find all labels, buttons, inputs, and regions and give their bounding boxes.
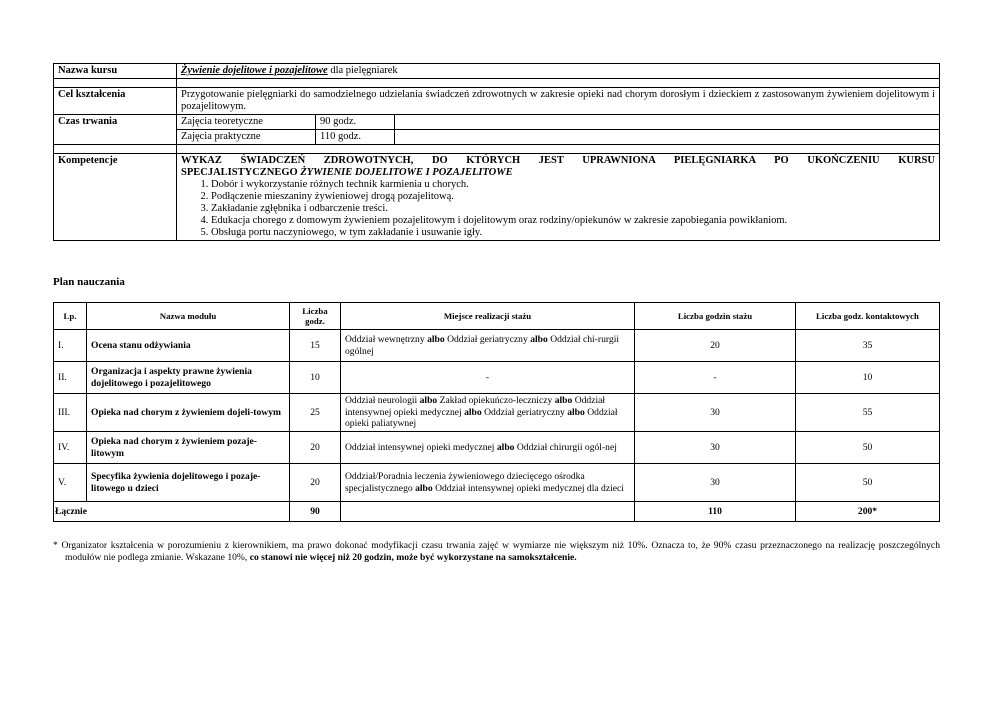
header-lp: Lp.	[54, 303, 87, 330]
total-internship: 110	[635, 502, 796, 522]
competence-item: 2. Podłączenie mieszaniny żywieniowej drogą pozajelitową.	[211, 191, 935, 203]
plan-hours: 15	[290, 330, 341, 362]
competence-list	[181, 179, 935, 239]
competence-row	[54, 154, 940, 241]
course-name-value	[177, 64, 940, 79]
course-duration-label: Czas trwania	[54, 115, 177, 145]
plan-module: Opieka nad chorym z żywieniem pozaje-litowym	[87, 432, 290, 464]
plan-hours: 20	[290, 464, 341, 502]
plan-place: -	[341, 362, 635, 394]
plan-contact-hours: 35	[796, 330, 940, 362]
header-place: Miejsce realizacji stażu	[341, 303, 635, 330]
course-name-label: Nazwa kursu	[54, 64, 177, 79]
course-goal-text: Przygotowanie pielęgniarki do samodzielnego udzielania świadczeń zdrowotnych w zakresie opieki nad chorym dorosłym i dzieckiem z zastosowanym żywieniem dojelitowym i pozajelitowym.	[177, 88, 940, 115]
plan-lp: V.	[54, 464, 87, 502]
plan-table	[53, 302, 940, 522]
course-name-suffix: dla pielęgniarek	[327, 65, 398, 76]
total-contact: 200*	[796, 502, 940, 522]
spacer-row	[54, 79, 940, 88]
plan-hours: 25	[290, 394, 341, 432]
plan-contact-hours: 10	[796, 362, 940, 394]
plan-place: Oddział/Poradnia leczenia żywieniowego dziecięcego ośrodka specjalistycznego albo Oddział intensywnej opieki medycznej dla dzieci	[341, 464, 635, 502]
plan-internship-hours: -	[635, 362, 796, 394]
header-hours: Liczba godz.	[290, 303, 341, 330]
plan-heading: Plan nauczania	[53, 276, 125, 288]
plan-row	[54, 362, 940, 394]
plan-module: Specyfika żywienia dojelitowego i pozaje-litowego u dzieci	[87, 464, 290, 502]
plan-row	[54, 464, 940, 502]
competence-heading-line1: WYKAZ ŚWIADCZEŃ ZDROWOTNYCH, DO KTÓRYCH JEST UPRAWNIONA PIELĘGNIARKA PO UKOŃCZENIU KURSU	[181, 155, 935, 166]
plan-internship-hours: 30	[635, 464, 796, 502]
duration-row-practice	[177, 130, 939, 145]
plan-lp: I.	[54, 330, 87, 362]
header-module: Nazwa modułu	[87, 303, 290, 330]
plan-place: Oddział neurologii albo Zakład opiekuńczo-leczniczy albo Oddział intensywnej opieki medycznej albo Oddział geriatryczny albo Oddział opieki paliatywnej	[341, 394, 635, 432]
competence-item: 4. Edukacja chorego z domowym żywieniem pozajelitowym i dojelitowym oraz rodziny/opiekunów w zakresie zapobiegania powikłaniom.	[211, 215, 935, 227]
plan-internship-hours: 30	[635, 394, 796, 432]
plan-header-row	[54, 303, 940, 330]
plan-module: Ocena stanu odżywiania	[87, 330, 290, 362]
plan-hours: 10	[290, 362, 341, 394]
header-internship-hours: Liczba godzin stażu	[635, 303, 796, 330]
footnote: * Organizator kształcenia w porozumieniu z kierownikiem, ma prawo dokonać modyfikacji czasu trwania zajęć w wymiarze nie większym niż 10%. Oznacza to, że 90% czasu przeznaczonego na realizację poszczególnych modułów nie podlega zmianie. Wskazane 10%, co stanowi nie więcej niż 20 godzin, może być wykorzystane na samokształcenie.	[53, 540, 940, 563]
total-place	[341, 502, 635, 522]
header-contact-hours: Liczba godz. kontaktowych	[796, 303, 940, 330]
duration-practice-label: Zajęcia praktyczne	[177, 130, 316, 145]
plan-place: Oddział intensywnej opieki medycznej albo Oddział chirurgii ogól-nej	[341, 432, 635, 464]
duration-theory-label: Zajęcia teoretyczne	[177, 115, 316, 130]
competence-item: 1. Dobór i wykorzystanie różnych technik karmienia u chorych.	[211, 179, 935, 191]
plan-total-row	[54, 502, 940, 522]
course-name-row	[54, 64, 940, 79]
competence-cell	[177, 154, 940, 241]
plan-module: Opieka nad chorym z żywieniem dojeli-towym	[87, 394, 290, 432]
plan-contact-hours: 50	[796, 464, 940, 502]
duration-table	[177, 115, 939, 144]
competence-label: Kompetencje	[54, 154, 177, 241]
plan-place: Oddział wewnętrzny albo Oddział geriatryczny albo Oddział chi-rurgii ogólnej	[341, 330, 635, 362]
course-goal-row	[54, 88, 940, 115]
plan-contact-hours: 50	[796, 432, 940, 464]
duration-practice-value: 110 godz.	[316, 130, 395, 145]
plan-lp: III.	[54, 394, 87, 432]
duration-row-theory	[177, 115, 939, 130]
spacer-row	[54, 145, 940, 154]
competence-heading-line2: SPECJALISTYCZNEGO ŻYWIENIE DOJELITOWE I POZAJELITOWE	[181, 167, 513, 178]
plan-body	[54, 330, 940, 522]
total-label: Łącznie	[54, 502, 290, 522]
plan-internship-hours: 20	[635, 330, 796, 362]
competence-item: 3. Zakładanie zgłębnika i odbarczenie treści.	[211, 203, 935, 215]
plan-lp: IV.	[54, 432, 87, 464]
course-duration-row	[54, 115, 940, 145]
total-hours: 90	[290, 502, 341, 522]
plan-contact-hours: 55	[796, 394, 940, 432]
plan-module: Organizacja i aspekty prawne żywienia dojelitowego i pozajelitowego	[87, 362, 290, 394]
course-info-table	[53, 63, 940, 241]
course-name-title: Żywienie dojelitowe i pozajelitowe	[181, 65, 328, 76]
duration-theory-value: 90 godz.	[316, 115, 395, 130]
plan-row	[54, 330, 940, 362]
plan-lp: II.	[54, 362, 87, 394]
course-goal-label: Cel kształcenia	[54, 88, 177, 115]
course-duration-cell	[177, 115, 940, 145]
plan-internship-hours: 30	[635, 432, 796, 464]
plan-row	[54, 394, 940, 432]
plan-hours: 20	[290, 432, 341, 464]
competence-item: 5. Obsługa portu naczyniowego, w tym zakładanie i usuwanie igły.	[211, 227, 935, 239]
plan-row	[54, 432, 940, 464]
